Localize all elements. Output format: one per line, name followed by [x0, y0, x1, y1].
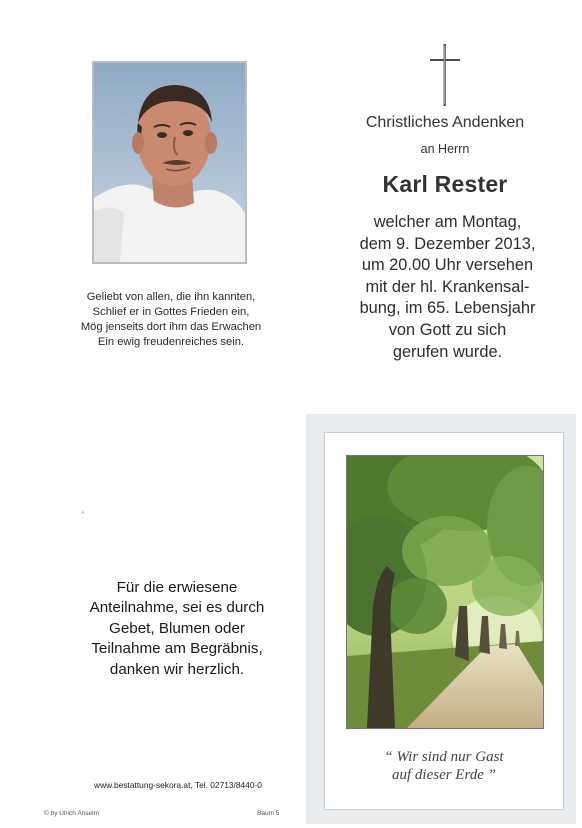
deceased-name: Karl Rester: [382, 171, 508, 197]
notice-line: dem 9. Dezember 2013,: [359, 234, 536, 253]
cross-icon: [428, 44, 462, 106]
notice-line: mit der hl. Krankensal-: [365, 277, 530, 296]
thanks-line: Für die erwiesene: [116, 579, 238, 596]
notice-line: von Gott zu sich: [388, 320, 507, 339]
memorial-poem: [40, 290, 302, 350]
card-subheading: an Herrn: [420, 142, 470, 156]
card-quote: [330, 748, 558, 784]
thanks-line: Teilnahme am Begräbnis,: [91, 640, 263, 658]
notice-line: gerufen wurde.: [392, 342, 503, 361]
thanks-line: Gebet, Blumen oder: [109, 619, 245, 637]
death-notice: [350, 212, 545, 363]
poem-line: Ein ewig freudenreiches sein.: [97, 336, 245, 348]
poem-line: Schlief er in Gottes Frieden ein,: [92, 306, 250, 318]
portrait-photo: [92, 61, 247, 264]
imprint-code: Baum 5: [257, 810, 280, 817]
undertaker-contact: www.bestattung-sekora.at, Tel. 02713/8440-0: [94, 780, 262, 790]
notice-line: welcher am Montag,: [373, 213, 522, 231]
portrait-image: [94, 63, 245, 262]
imprint-credit: © by Ulrich Anselm: [44, 810, 99, 817]
quote-line: “ Wir sind nur Gast: [384, 749, 504, 765]
poem-line: Mög jenseits dort ihm das Erwachen: [80, 321, 262, 333]
card-heading: Christliches Andenken: [365, 114, 525, 131]
quote-line: auf dieser Erde ”: [391, 767, 497, 783]
thank-you-note: [64, 578, 290, 680]
thanks-line: Anteilnahme, sei es durch: [89, 599, 265, 617]
notice-line: um 20.00 Uhr versehen: [361, 256, 534, 275]
tree-avenue-photo: [346, 455, 544, 729]
thanks-line: danken wir herzlich.: [109, 660, 245, 678]
poem-line: Geliebt von allen, die ihn kannten,: [86, 291, 256, 303]
small-mark: ': [82, 510, 84, 520]
notice-line: bung, im 65. Lebensjahr: [359, 299, 536, 318]
